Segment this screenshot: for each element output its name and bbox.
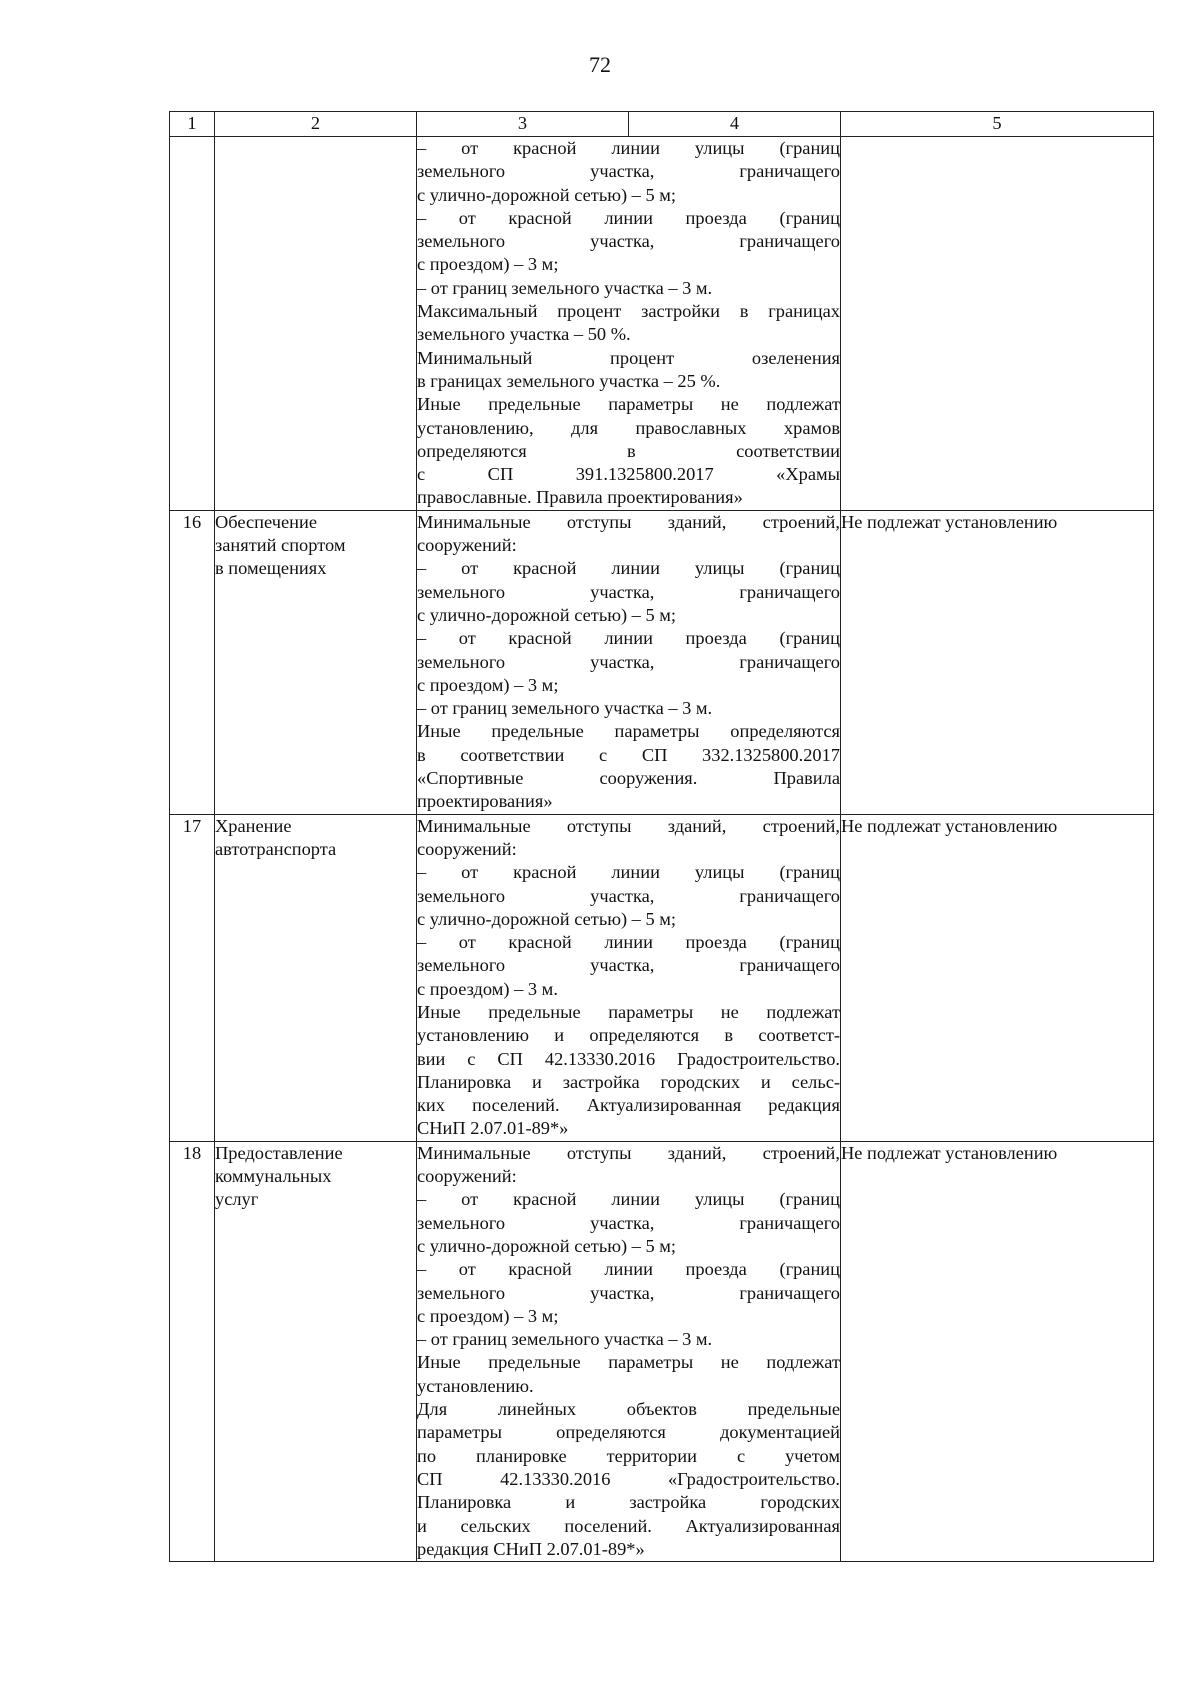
parameter-line: – от границ земельного участка – 3 м. bbox=[417, 277, 713, 298]
parameter-line: Минимальные отступы зданий, строений, bbox=[417, 511, 840, 532]
parameter-line: – от красной линии улицы (границ bbox=[417, 138, 840, 158]
parameter-line: земельного участка, граничащего bbox=[417, 581, 840, 602]
other-restrictions-cell bbox=[841, 137, 1154, 511]
parameter-line: Планировка и застройка городских и сельс- bbox=[417, 1071, 840, 1092]
parameter-line: Минимальные отступы зданий, строений, bbox=[417, 815, 840, 836]
parameter-line: земельного участка, граничащего bbox=[417, 651, 840, 672]
parameter-line: Иные предельные параметры не подлежат bbox=[417, 1001, 840, 1022]
parameter-line: установлению, для православных храмов bbox=[417, 417, 840, 438]
page-number: 72 bbox=[589, 52, 611, 77]
column-header-5: 5 bbox=[841, 112, 1154, 137]
other-restrictions-cell: Не подлежат установлению bbox=[841, 1141, 1154, 1561]
use-type-line: в помещениях bbox=[215, 558, 327, 579]
parameter-line: с улично-дорожной сетью) – 5 м; bbox=[417, 908, 677, 929]
parameter-line: земельного участка – 50 %. bbox=[417, 324, 631, 345]
parameters-cell bbox=[417, 814, 841, 1141]
other-restrictions-cell: Не подлежат установлению bbox=[841, 510, 1154, 814]
use-type-cell bbox=[215, 1141, 417, 1561]
parameter-line: Для линейных объектов предельные bbox=[417, 1399, 840, 1420]
parameter-line: с проездом) – 3 м. bbox=[417, 978, 558, 999]
parameter-line: Минимальные отступы зданий, строений, bbox=[417, 1142, 840, 1163]
parameter-line: с СП 391.1325800.2017 «Храмы bbox=[417, 464, 840, 485]
parameter-line: – от красной линии проезда (границ bbox=[417, 207, 840, 228]
parameter-line: – от границ земельного участка – 3 м. bbox=[417, 1329, 713, 1350]
parameter-line: – от красной линии проезда (границ bbox=[417, 932, 840, 953]
parameters-cell bbox=[417, 1141, 841, 1561]
parameter-line: с проездом) – 3 м; bbox=[417, 674, 559, 695]
parameters-cell bbox=[417, 137, 841, 511]
row-number-cell: 18 bbox=[170, 1141, 215, 1561]
table-row bbox=[170, 510, 1154, 814]
use-type-cell bbox=[215, 814, 417, 1141]
row-number-cell: 17 bbox=[170, 814, 215, 1141]
use-type-cell bbox=[215, 510, 417, 814]
parameter-line: и сельских поселений. Актуализированная bbox=[417, 1515, 840, 1536]
parameter-line: с проездом) – 3 м; bbox=[417, 254, 559, 275]
parameter-line: ких поселений. Актуализированная редакция bbox=[417, 1095, 840, 1116]
column-header-1: 1 bbox=[170, 112, 215, 137]
parameter-line: параметры определяются документацией bbox=[417, 1422, 840, 1443]
parameter-line: редакция СНиП 2.07.01-89*» bbox=[417, 1538, 645, 1559]
column-header-3: 3 bbox=[417, 112, 629, 137]
table-header-row bbox=[170, 112, 1154, 137]
parameter-line: в границах земельного участка – 25 %. bbox=[417, 370, 721, 391]
column-header-2: 2 bbox=[215, 112, 417, 137]
use-type-line: услуг bbox=[215, 1189, 259, 1210]
use-type-line: Хранение bbox=[215, 815, 292, 836]
parameter-line: СНиП 2.07.01-89*» bbox=[417, 1118, 569, 1139]
table-row bbox=[170, 814, 1154, 1141]
parameter-line: по планировке территории с учетом bbox=[417, 1445, 840, 1466]
parameter-line: Иные предельные параметры не подлежат bbox=[417, 1352, 840, 1373]
parameter-line: земельного участка, граничащего bbox=[417, 885, 840, 906]
parameter-line: «Спортивные сооружения. Правила bbox=[417, 768, 840, 789]
parameter-line: – от границ земельного участка – 3 м. bbox=[417, 698, 713, 719]
parameter-line: – от красной линии улицы (границ bbox=[417, 558, 840, 579]
parameter-line: определяются в соответствии bbox=[417, 440, 840, 461]
parameter-line: проектирования» bbox=[417, 791, 553, 812]
use-type-cell bbox=[215, 137, 417, 511]
other-restrictions-cell: Не подлежат установлению bbox=[841, 814, 1154, 1141]
parameter-line: – от красной линии улицы (границ bbox=[417, 862, 840, 883]
parameter-line: земельного участка, граничащего bbox=[417, 1282, 840, 1303]
parameter-line: с улично-дорожной сетью) – 5 м; bbox=[417, 604, 677, 625]
parameter-line: СП 42.13330.2016 «Градостроительство. bbox=[417, 1468, 840, 1489]
regulations-table bbox=[169, 111, 1154, 1562]
parameter-line: земельного участка, граничащего bbox=[417, 1212, 840, 1233]
parameter-line: сооружений: bbox=[417, 1166, 517, 1187]
use-type-line: автотранспорта bbox=[215, 838, 337, 859]
parameter-line: с улично-дорожной сетью) – 5 м; bbox=[417, 1235, 677, 1256]
parameter-line: в соответствии с СП 332.1325800.2017 bbox=[417, 744, 840, 765]
parameter-line: – от красной линии проезда (границ bbox=[417, 628, 840, 649]
column-header-4: 4 bbox=[629, 112, 841, 137]
parameter-line: Иные предельные параметры определяются bbox=[417, 721, 840, 742]
parameter-line: православные. Правила проектирования» bbox=[417, 487, 743, 508]
parameter-line: вии с СП 42.13330.2016 Градостроительство. bbox=[417, 1048, 840, 1069]
parameter-line: земельного участка, граничащего bbox=[417, 161, 840, 182]
table-body bbox=[170, 137, 1154, 1562]
use-type-line: коммунальных bbox=[215, 1166, 332, 1187]
parameter-line: сооружений: bbox=[417, 838, 517, 859]
parameter-line: Иные предельные параметры не подлежат bbox=[417, 394, 840, 415]
parameter-line: земельного участка, граничащего bbox=[417, 231, 840, 252]
parameter-line: установлению и определяются в соответст- bbox=[417, 1025, 840, 1046]
use-type-line: Предоставление bbox=[215, 1142, 343, 1163]
table-row bbox=[170, 137, 1154, 511]
table-row bbox=[170, 1141, 1154, 1561]
parameter-line: с улично-дорожной сетью) – 5 м; bbox=[417, 184, 677, 205]
parameter-line: сооружений: bbox=[417, 535, 517, 556]
parameter-line: земельного участка, граничащего bbox=[417, 955, 840, 976]
parameter-line: Минимальный процент озеленения bbox=[417, 347, 840, 368]
row-number-cell: 16 bbox=[170, 510, 215, 814]
parameter-line: с проездом) – 3 м; bbox=[417, 1305, 559, 1326]
parameter-line: – от красной линии проезда (границ bbox=[417, 1259, 840, 1280]
parameter-line: – от красной линии улицы (границ bbox=[417, 1189, 840, 1210]
parameters-cell bbox=[417, 510, 841, 814]
parameter-line: установлению. bbox=[417, 1375, 534, 1396]
row-number-cell bbox=[170, 137, 215, 511]
parameter-line: Планировка и застройка городских bbox=[417, 1492, 840, 1513]
use-type-line: занятий спортом bbox=[215, 535, 346, 556]
parameter-line: Максимальный процент застройки в границах bbox=[417, 301, 840, 322]
use-type-line: Обеспечение bbox=[215, 511, 317, 532]
